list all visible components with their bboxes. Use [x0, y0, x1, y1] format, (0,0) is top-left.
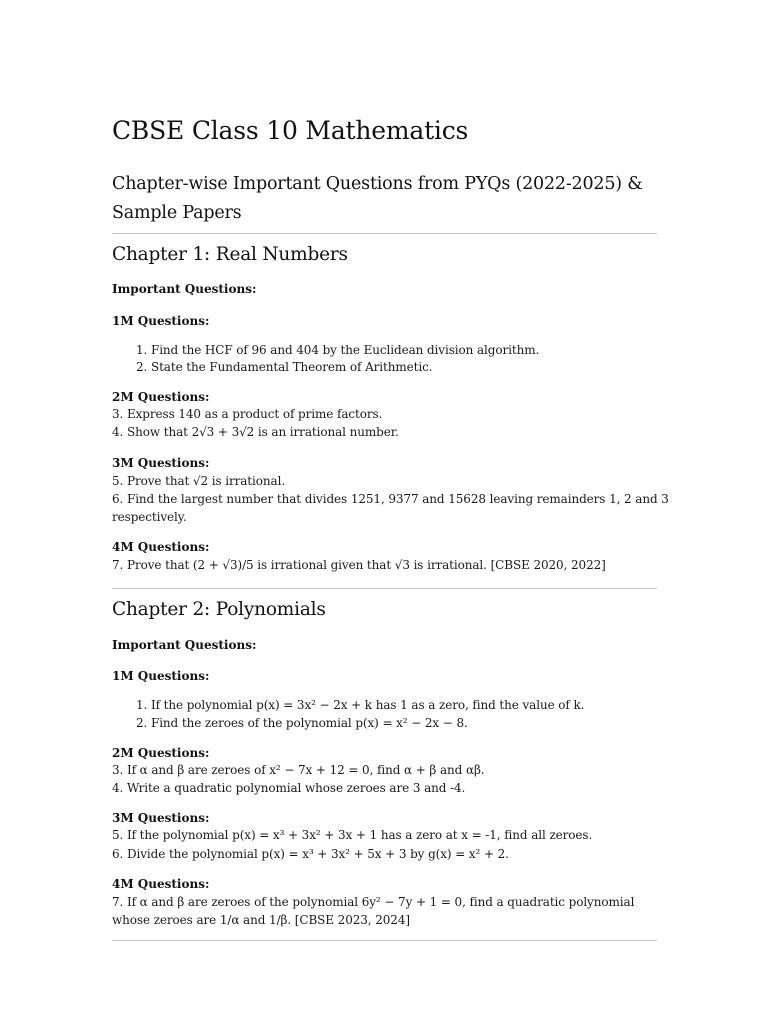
chapter-2-question-6: 6. Divide the polynomial p(x) = x³ + 3x² + 5x + 3 by g(x) = x² + 2.: [112, 847, 509, 861]
chapter-1-question-7: 7. Prove that (2 + √3)/5 is irrational given that √3 is irrational. [CBSE 2020, 2022]: [112, 558, 606, 572]
chapter-2-important-label: Important Questions:: [112, 638, 257, 652]
chapter-2-question-4: 4. Write a quadratic polynomial whose zeroes are 3 and -4.: [112, 781, 466, 795]
chapter-2-1m-label: 1M Questions:: [112, 669, 210, 683]
chapter-1-question-2: 2. State the Fundamental Theorem of Arithmetic.: [136, 360, 433, 374]
chapter-2-question-5: 5. If the polynomial p(x) = x³ + 3x² + 3x + 1 has a zero at x = -1, find all zeroes.: [112, 828, 593, 842]
chapter-1-question-3: 3. Express 140 as a product of prime factors.: [112, 407, 383, 421]
chapter-1-3m-label: 3M Questions:: [112, 456, 210, 470]
chapter-1-2m-label: 2M Questions:: [112, 390, 210, 404]
chapter-1-1m-label: 1M Questions:: [112, 314, 210, 328]
divider: [112, 588, 657, 589]
chapter-2-question-3: 3. If α and β are zeroes of x² − 7x + 12 = 0, find α + β and αβ.: [112, 763, 485, 777]
chapter-1-important-label: Important Questions:: [112, 282, 257, 296]
chapter-2-4m-label: 4M Questions:: [112, 877, 210, 891]
divider: [112, 940, 657, 941]
divider: [112, 233, 657, 234]
chapter-1-question-5: 5. Prove that √2 is irrational.: [112, 474, 286, 488]
chapter-2-question-1: 1. If the polynomial p(x) = 3x² − 2x + k has 1 as a zero, find the value of k.: [136, 698, 585, 712]
document-subtitle: Chapter-wise Important Questions from PYQs (2022-2025) & Sample Papers: [112, 174, 643, 223]
chapter-2-2m-label: 2M Questions:: [112, 746, 210, 760]
chapter-2-question-2: 2. Find the zeroes of the polynomial p(x) = x² − 2x − 8.: [136, 716, 468, 730]
chapter-2-3m-label: 3M Questions:: [112, 811, 210, 825]
chapter-1-heading: Chapter 1: Real Numbers: [112, 244, 348, 265]
document-title: CBSE Class 10 Mathematics: [112, 116, 469, 145]
chapter-1-question-4: 4. Show that 2√3 + 3√2 is an irrational number.: [112, 425, 399, 439]
chapter-2-question-7: 7. If α and β are zeroes of the polynomial 6y² − 7y + 1 = 0, find a quadratic polynomial: [112, 895, 635, 909]
chapter-1-question-6: 6. Find the largest number that divides 1251, 9377 and 15628 leaving remainders 1, 2 and 3: [112, 492, 669, 506]
chapter-1-question-6-cont: respectively.: [112, 510, 187, 524]
chapter-2-heading: Chapter 2: Polynomials: [112, 599, 326, 620]
chapter-1-4m-label: 4M Questions:: [112, 540, 210, 554]
chapter-2-question-7-cont: whose zeroes are 1/α and 1/β. [CBSE 2023, 2024]: [112, 913, 410, 927]
chapter-1-question-1: 1. Find the HCF of 96 and 404 by the Euclidean division algorithm.: [136, 343, 540, 357]
